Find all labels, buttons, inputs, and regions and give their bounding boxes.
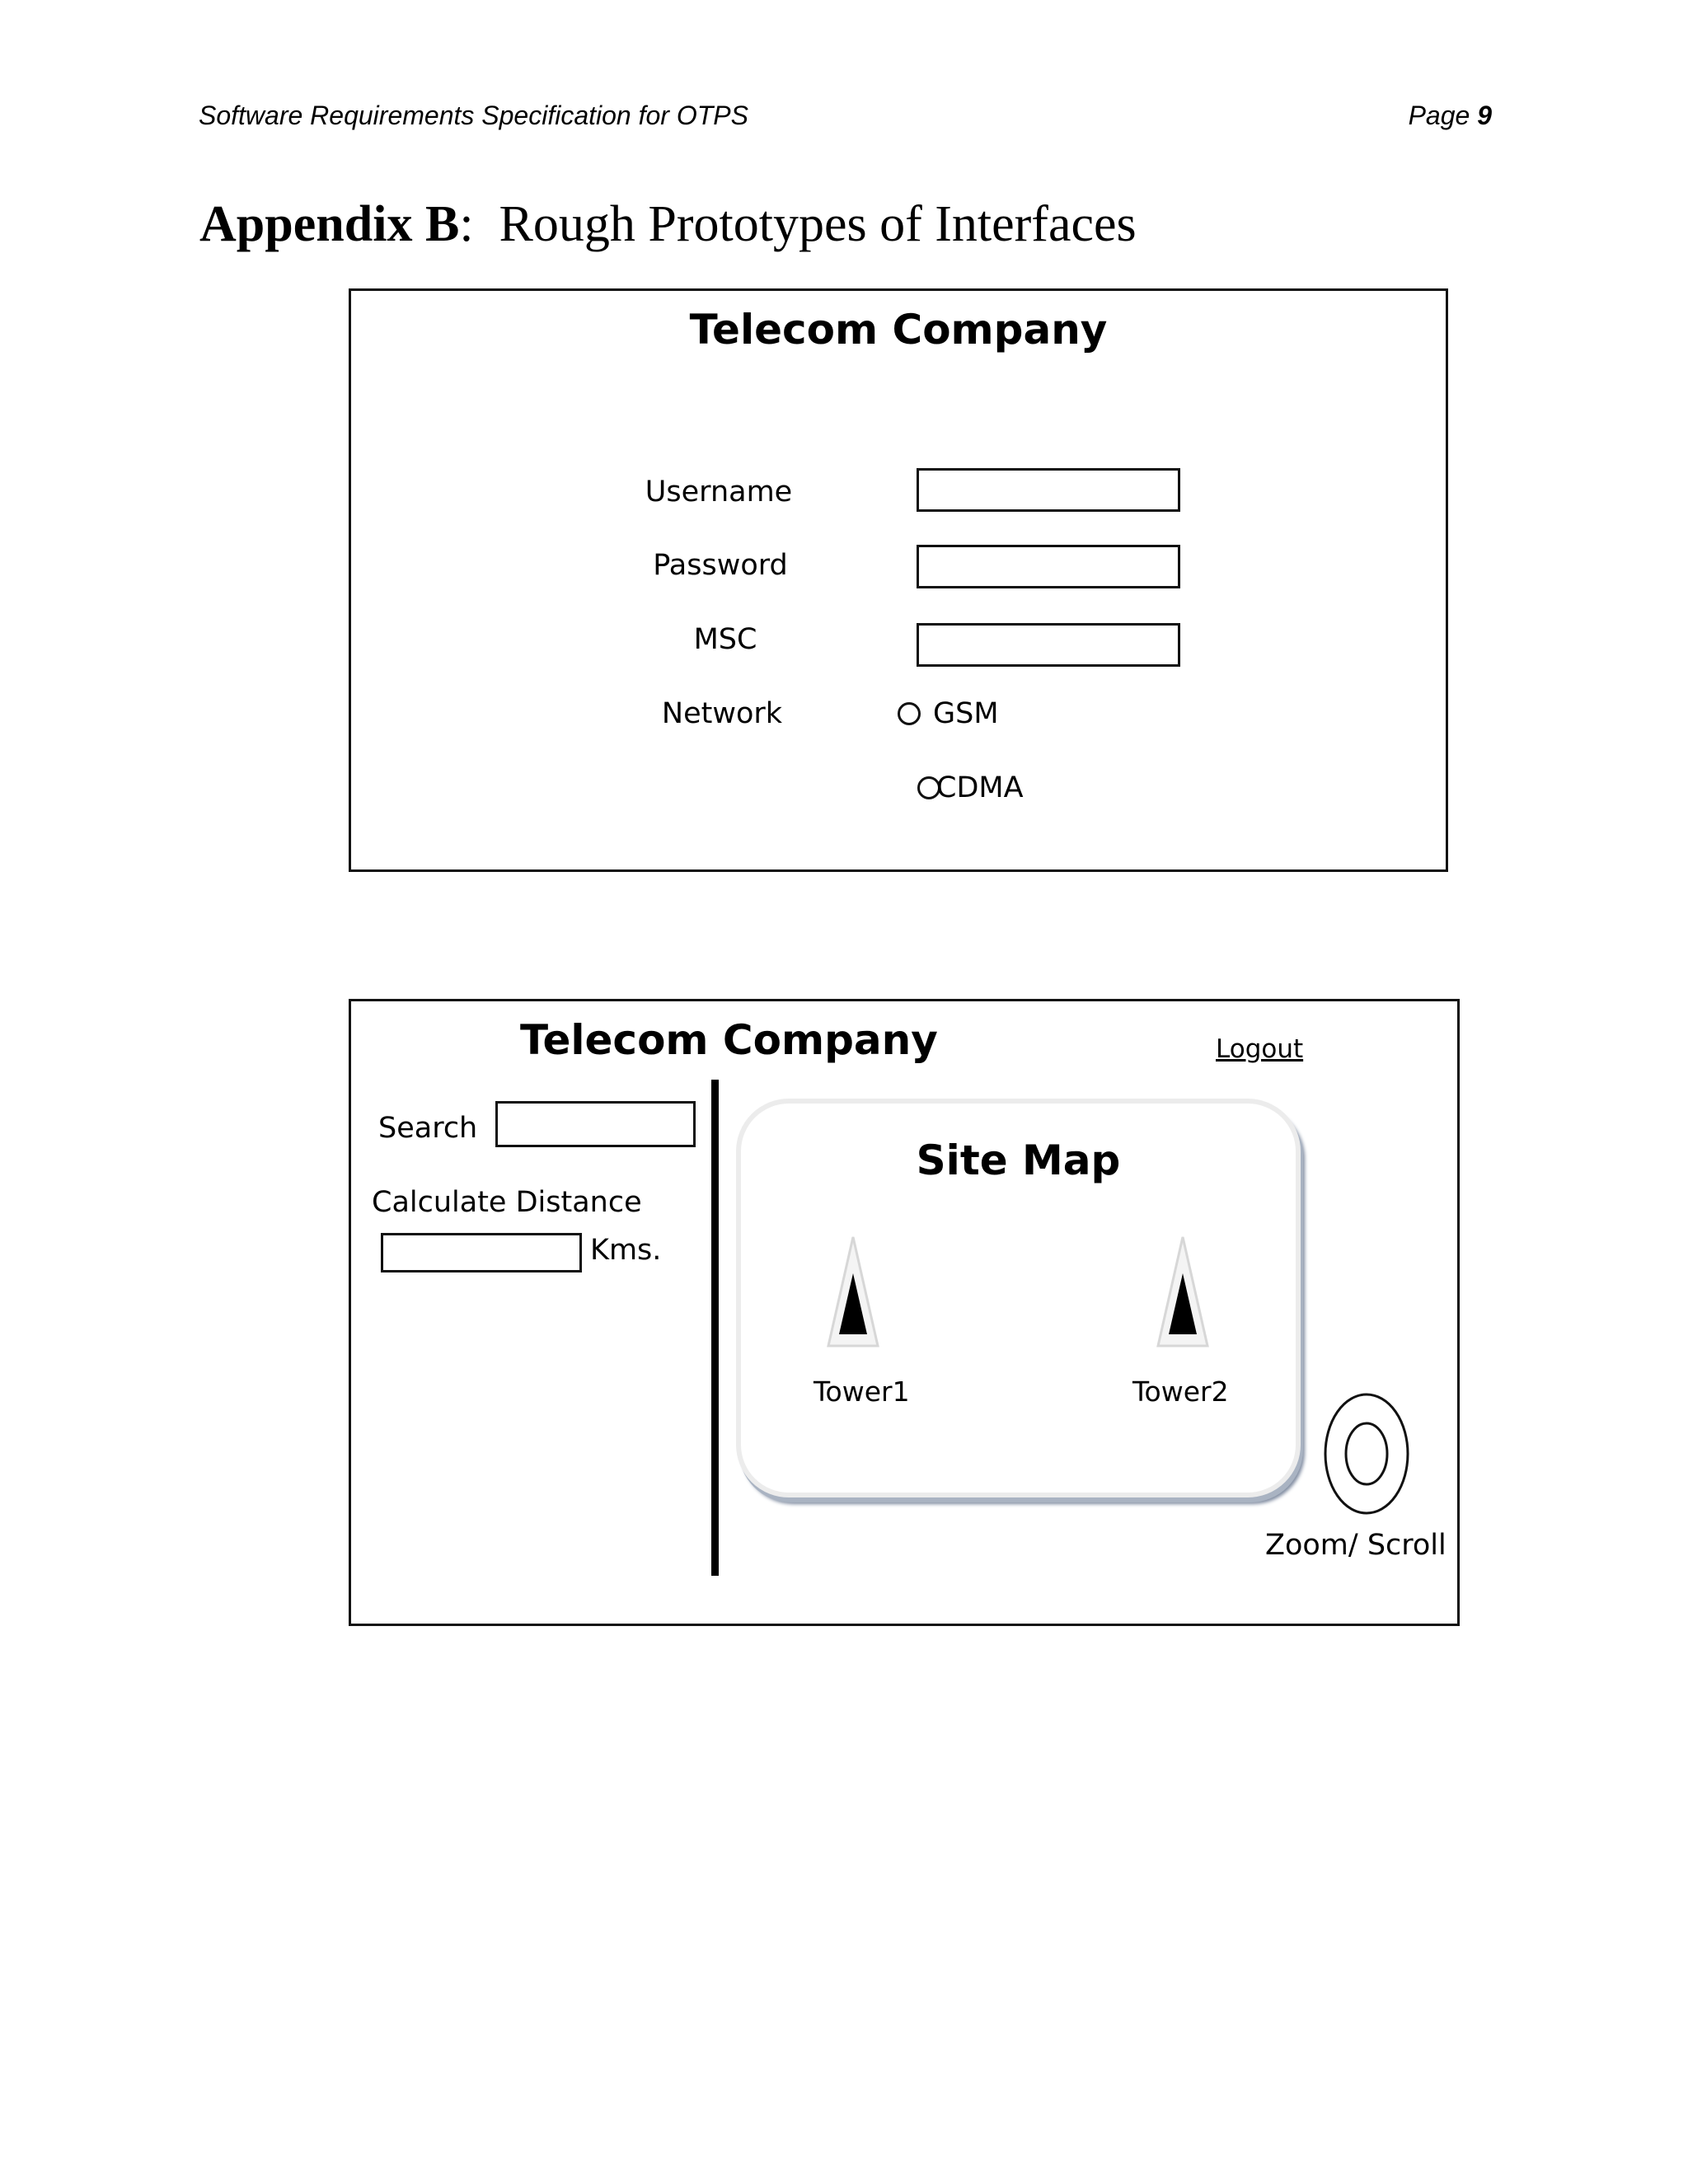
login-title: Telecom Company	[689, 306, 1108, 354]
appendix-heading	[199, 195, 1137, 254]
msc-field[interactable]	[917, 623, 1180, 667]
appendix-title: Rough Prototypes of Interfaces	[499, 196, 1137, 252]
tower-label: Tower1	[814, 1376, 910, 1408]
zoom-scroll-label: Zoom/ Scroll	[1265, 1529, 1447, 1562]
cdma-radio-label: CDMA	[936, 771, 1024, 804]
running-header-title: Software Requirements Specification for OTPS	[199, 101, 748, 130]
site-map-title: Site Map	[916, 1137, 1121, 1184]
username-field[interactable]	[917, 468, 1180, 512]
map-screen-title: Telecom Company	[520, 1016, 938, 1064]
page-prefix: Page	[1408, 101, 1478, 130]
appendix-separator: :	[459, 196, 474, 252]
distance-field[interactable]	[381, 1233, 582, 1272]
page-number: 9	[1477, 101, 1492, 130]
msc-label: MSC	[693, 623, 757, 656]
tower-icon[interactable]	[1153, 1235, 1212, 1351]
site-map-panel[interactable]	[736, 1099, 1301, 1497]
sidebar-divider	[711, 1080, 719, 1576]
password-field[interactable]	[917, 545, 1180, 588]
appendix-label: Appendix B	[199, 196, 460, 252]
site-map-screen-prototype	[349, 999, 1460, 1626]
tower-label: Tower2	[1132, 1376, 1229, 1408]
distance-unit-label: Kms.	[590, 1234, 662, 1267]
gsm-radio-label: GSM	[933, 697, 999, 730]
login-screen-prototype	[349, 288, 1448, 872]
logout-link[interactable]: Logout	[1216, 1034, 1304, 1064]
network-label: Network	[661, 697, 783, 730]
search-label: Search	[378, 1112, 478, 1145]
calculate-distance-label: Calculate Distance	[372, 1186, 642, 1219]
username-label: Username	[645, 476, 793, 509]
gsm-radio[interactable]	[898, 702, 921, 725]
password-label: Password	[653, 549, 788, 582]
running-header-page	[1409, 101, 1492, 131]
search-input[interactable]	[495, 1101, 696, 1147]
tower-icon[interactable]	[823, 1235, 883, 1351]
zoom-scroll-wheel-icon[interactable]	[1323, 1392, 1410, 1516]
